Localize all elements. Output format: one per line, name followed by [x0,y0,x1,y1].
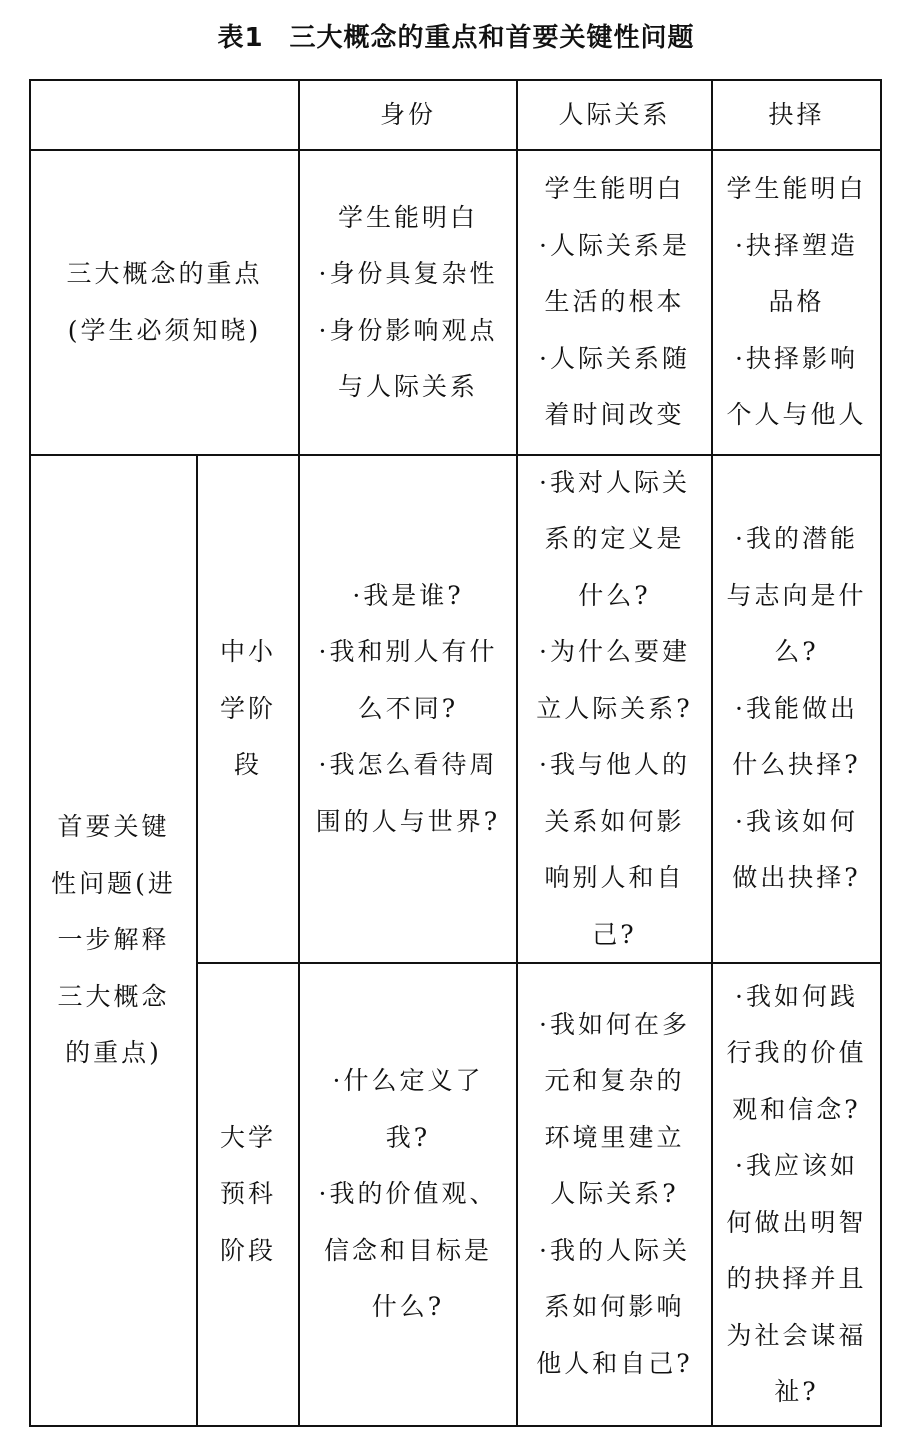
questions-primary-relationships: ·我对人际关 系的定义是 什么? ·为什么要建 立人际关系? ·我与他人的 关系如何影 响别人和自 己? [536,467,693,949]
table-bottom-border [29,1425,882,1427]
key-points-relationships: 学生能明白 ·人际关系是 生活的根本 ·人际关系随 着时间改变 [539,174,690,430]
key-points-identity: 学生能明白 ·身份具复杂性 ·身份影响观点 与人际关系 [318,202,498,401]
column-header-identity: 身份 [379,99,436,129]
row-header-essential-questions: 首要关键 性问题(进 一步解释 三大概念 的重点) [51,812,176,1068]
table-right-border [880,79,882,1427]
column-header-choice: 抉择 [768,99,825,129]
questions-preu-choice: ·我如何践 行我的价值 观和信念? ·我应该如 何做出明智 的抉择并且 为社会谋福 祉? [726,981,867,1406]
table-caption: 三大概念的重点和首要关键性问题 [289,23,695,53]
questions-primary-identity: ·我是谁? ·我和别人有什 么不同? ·我怎么看待周 围的人与世界? [315,580,501,836]
column-header-relationships: 人际关系 [558,99,671,129]
questions-preu-relationships: ·我如何在多 元和复杂的 环境里建立 人际关系? ·我的人际关 系如何影响 他人和自己? [536,1009,693,1378]
table-number: 表1 [217,23,264,53]
stage-label-pre-university: 大学 预科 阶段 [219,1122,276,1265]
row-header-key-points: 三大概念的重点 (学生必须知晓) [66,259,263,345]
table-title [0,18,912,58]
questions-primary-choice: ·我的潜能 与志向是什 么? ·我能做出 什么抉择? ·我该如何 做出抉择? [726,524,867,893]
questions-preu-identity: ·什么定义了 我? ·我的价值观、 信念和目标是 什么? [318,1066,498,1322]
key-points-choice: 学生能明白 ·抉择塑造 品格 ·抉择影响 个人与他人 [726,174,867,430]
stage-label-primary-secondary: 中小 学阶 段 [219,637,276,780]
